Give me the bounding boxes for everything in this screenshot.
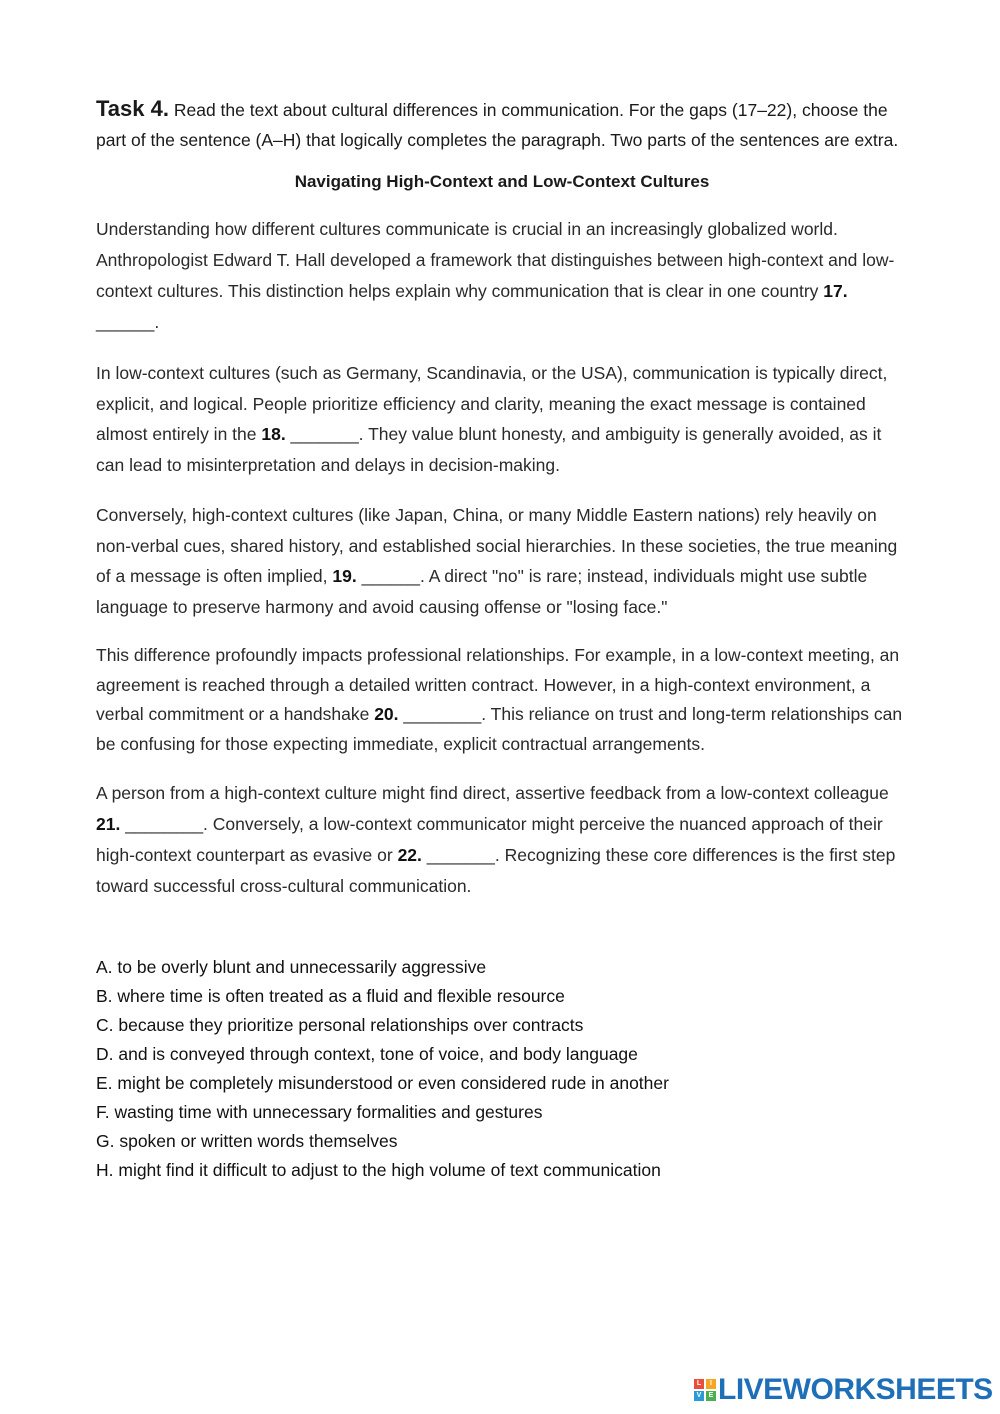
option-c: C. because they prioritize personal relationships over contracts — [96, 1015, 584, 1035]
gap-22-number: 22. — [397, 845, 422, 865]
option-e: E. might be completely misunderstood or even considered rude in another — [96, 1073, 669, 1093]
task-instructions-text: Read the text about cultural differences in communication. For the gaps (17–22), choose the part of the sentence (A–H) that logically completes the paragraph. Two parts of the sentences are extra. — [96, 100, 899, 150]
option-d: D. and is conveyed through context, tone of voice, and body language — [96, 1044, 638, 1064]
gap-17-number: 17. — [823, 281, 848, 301]
gap-18-number: 18. — [261, 424, 286, 444]
paragraph-2-text-a: In low-context cultures (such as Germany, Scandinavia, or the USA), communication is typically direct, explicit, and logical. People prioritize efficiency and clarity, meaning the exact message is contained almost entirely in the — [96, 363, 888, 444]
gap-20-number: 20. — [374, 704, 399, 724]
option-b: B. where time is often treated as a fluid and flexible resource — [96, 986, 565, 1006]
paragraph-1-text-a: Understanding how different cultures communicate is crucial in an increasingly globalized world. Anthropologist Edward T. Hall developed a framework that distinguishes between high-context and low-context cultures. This distinction helps explain why communication that is clear in one country — [96, 219, 895, 301]
paragraph-3-text-a: Conversely, high-context cultures (like Japan, China, or many Middle Eastern nations) rely heavily on non-verbal cues, shared history, and established social hierarchies. In these societies, the true meaning of a message is often implied, — [96, 505, 898, 586]
paragraph-1 — [96, 214, 908, 338]
task-label: Task 4. — [96, 96, 169, 121]
task-instructions — [96, 94, 908, 155]
paragraph-2 — [96, 358, 908, 480]
text-title: Navigating High-Context and Low-Context Cultures — [294, 172, 710, 191]
option-f: F. wasting time with unnecessary formalities and gestures — [96, 1102, 543, 1122]
option-a: A. to be overly blunt and unnecessarily aggressive — [96, 957, 487, 977]
gap-19-number: 19. — [332, 566, 357, 586]
option-g: G. spoken or written words themselves — [96, 1131, 398, 1151]
paragraph-5 — [96, 778, 908, 902]
paragraph-5-text-a: A person from a high-context culture might find direct, assertive feedback from a low-context colleague — [96, 783, 889, 803]
paragraph-4 — [96, 641, 908, 759]
liveworksheets-logo-text: LIVEWORKSHEETS — [718, 1373, 993, 1406]
liveworksheets-logo[interactable] — [694, 1374, 993, 1406]
gap-20-blank-and-text[interactable]: ________. This reliance on trust and long-term relationships can be confusing for those expecting immediate, explicit contractual arrangements. — [96, 704, 903, 754]
gap-22-blank-and-text[interactable]: _______. Recognizing these core differences is the first step toward successful cross-cultural communication. — [96, 845, 896, 896]
gap-18-blank-and-text[interactable]: _______. They value blunt honesty, and ambiguity is generally avoided, as it can lead to misinterpretation and delays in decision-making. — [96, 424, 882, 475]
logo-mark-l: L — [694, 1379, 704, 1389]
worksheet-page — [96, 94, 908, 1185]
gap-17-blank[interactable]: ______. — [96, 312, 160, 332]
logo-mark-i: I — [706, 1379, 716, 1389]
gap-21-number: 21. — [96, 814, 121, 834]
paragraph-3 — [96, 500, 908, 622]
answer-options-list — [96, 953, 908, 1185]
gap-19-blank-and-text[interactable]: ______. A direct "no" is rare; instead, individuals might use subtle language to preserve harmony and avoid causing offense or "losing face." — [96, 566, 868, 617]
logo-mark-e: E — [706, 1391, 716, 1401]
gap-21-blank-and-text[interactable]: ________. Conversely, a low-context communicator might perceive the nuanced approach of their high-context counterpart as evasive or — [96, 814, 883, 865]
logo-mark-v: V — [694, 1391, 704, 1401]
option-h: H. might find it difficult to adjust to the high volume of text communication — [96, 1160, 661, 1180]
paragraph-4-text-a: This difference profoundly impacts professional relationships. For example, in a low-context meeting, an agreement is reached through a detailed written contract. However, in a high-context environment, a verbal commitment or a handshake — [96, 645, 900, 724]
liveworksheets-logo-icon — [694, 1379, 716, 1401]
